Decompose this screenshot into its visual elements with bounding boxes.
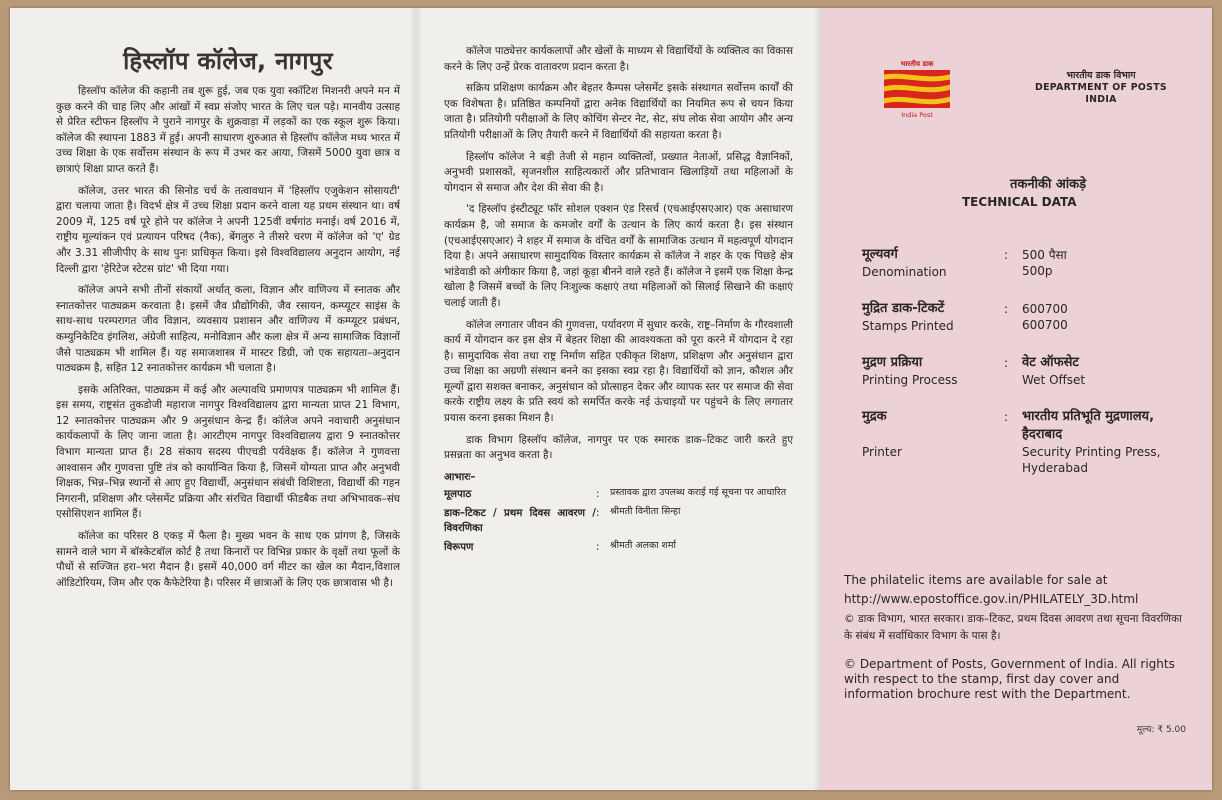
ack-label: विरूपण [444, 541, 474, 553]
colon: : [1004, 356, 1009, 370]
key-hindi: मुद्रक [862, 409, 887, 424]
value-english: 500p [1022, 264, 1053, 278]
copyright-english: © Department of Posts, Government of India. All rights with respect to the stamp, first day cover and information brochure rest with the Department. [844, 657, 1175, 701]
logo-label-bottom: India Post [901, 111, 933, 119]
page-title: हिस्लॉप कॉलेज, नागपुर [123, 47, 333, 75]
ack-label: मूलपाठ [444, 488, 472, 500]
paragraph: इसके अतिरिक्त, पाठ्यक्रम में कई और अल्पावधि प्रमाणपत्र पाठ्यक्रम भी शामिल हैं। इस समय, राष्ट्रसंत तुकडोजी महाराज नागपुर विश्वविद्यालय द्वारा मान्यता प्राप्त 21 विभाग, 12 स्नातकोत्तर पाठ्यक्रम और 9 अनुसंधान केन्द्र हैं। कॉलेज अपने नवाचारी अनुसंधान कार्यकलापों के लिए जाना जाता है। आरटीएम नागपुर विश्वविद्यालय द्वारा 9 स्नातकोत्तर विभाग मान्यता प्राप्त हैं। 28 संकाय सदस्य पीएचडी पर्यवेक्षक हैं। कॉलेज ने गुणवत्ता आश्वासन और गुणवत्ता पुष्टि तंत्र को कार्यान्वित किया है, जिसमें योग्यता प्राप्त और अनुभवी शिक्षक, भिन्न–भिन्न स्थानों से आए हुए विद्यार्थी, अनुसंधान संबंधी विशिष्टता, विद्यार्थी की गहन निगरानी, प्रशिक्षण और प्लेसमेंट प्रक्रिया और संरचित विद्यार्थी फीडबैक तथा अभिभावक–संघ एसोसिएशन शामिल हैं। [56, 383, 400, 521]
value-english: Security Printing Press, Hyderabad [1022, 445, 1161, 475]
sale-and-copyright [844, 571, 1184, 702]
technical-data-panel [820, 8, 1212, 790]
acknowledgements [444, 470, 793, 555]
paragraph: डाक विभाग हिस्लॉप कॉलेज, नागपुर पर एक स्मारक डाक–टिकट जारी करते हुए प्रसन्नता का अनुभव करता है। [444, 433, 793, 462]
technical-data-table [862, 246, 1192, 496]
key-english: Printer [862, 445, 902, 459]
dept-english: DEPARTMENT OF POSTS [1035, 82, 1167, 93]
ack-value: श्रीमती विनीता सिन्हा [610, 505, 681, 517]
ack-value: प्रस्तावक द्वारा उपलब्ध कराई गई सूचना पर आधारित [610, 486, 787, 498]
sale-text: The philatelic items are available for sale at [844, 573, 1108, 587]
key-english: Stamps Printed [862, 319, 954, 333]
data-row-stamps-printed [862, 300, 1192, 334]
paragraph: सक्रिय प्रशिक्षण कार्यक्रम और बेहतर कैम्पस प्लेसमेंट इसके संस्थागत सर्वोत्तम कार्यों की एक विशेषता है। प्रतिष्ठित कम्पनियों द्वारा अनेक विद्यार्थियों का नियमित रूप से चयन किया जाता है। प्रतियोगी परीक्षाओं के लिए कोचिंग सेन्टर नेट, सेट, संघ लोक सेवा आयोग और अन्य प्रतियोगी परीक्षाओं के लिए तैयारी करने में विद्यार्थियों की सहायता करता है। [444, 82, 793, 141]
middle-column [414, 8, 819, 790]
paragraph: हिस्लॉप कॉलेज की कहानी तब शुरू हुई, जब एक युवा स्कॉटिश मिशनरी अपने मन में कुछ करने की चाह लिए और आंखों में स्वप्न संजोए भारत के लिए चल पड़े। मानवीय उत्साह से प्रेरित स्टीफन हिस्लॉप ने पुराने नागपुर के शुक्रवाड़ा में लड़कों का एक स्कूल शुरू किया। कॉलेज की स्थापना 1883 में हुई। अपनी साधारण शुरुआत से हिस्लॉप कॉलेज मध्य भारत में उच्च शिक्षा के एक सर्वोत्तम संस्थान के रूप में उभर कर आया, जिसमें 5000 युवा छात्र व छात्राएं शिक्षा प्राप्त करते हैं। [56, 85, 400, 175]
ack-label: डाक–टिकट / प्रथम दिवस आवरण / विवरणिका [444, 507, 596, 534]
paragraph: 'द हिस्लॉप इंस्टीट्यूट फॉर सोशल एक्शन एंड रिसर्च (एचआईएसएआर) एक असाधारण कार्यक्रम है, जो समाज के कमजोर वर्गों के उत्थान के लिए कार्य करता है। इस संस्थान (एचआईएसएआर) ने शहर में समाज के वंचित वर्गों के सामाजिक उत्थान में महत्वपूर्ण योगदान दिया है। अपने असाधारण सामुदायिक विस्तार कार्यक्रम से कॉलेज ने शहर के एक पिछड़े क्षेत्र भांडेवाडी को अंगीकार किया है, जहां कूड़ा बीनने वाले रहते हैं। कॉलेज ने इसमें एक शिक्षा केन्द्र खोला है जिसमें बच्चों के लिए निःशुल्क कक्षाएं तथा महिलाओं को सिलाई सिखाने की कक्षाएं चलाई जाती हैं। [444, 203, 793, 309]
tech-title-english: TECHNICAL DATA [962, 195, 1077, 209]
key-hindi: मूल्यवर्ग [862, 247, 898, 262]
data-row-printing-process [862, 354, 1192, 388]
india-post-emblem-icon [884, 70, 950, 108]
value-hindi: 600700 [1022, 302, 1068, 316]
ack-row [444, 506, 793, 536]
colon: : [596, 488, 600, 500]
value-hindi: 500 पैसा [1022, 248, 1067, 262]
data-row-printer [862, 408, 1192, 476]
tech-title-hindi: तकनीकी आंकड़े [1010, 177, 1087, 192]
paragraph: हिस्लॉप कॉलेज ने बड़ी तेजी से महान व्यक्तित्वों, प्रख्यात नेताओं, प्रसिद्ध वैज्ञानिकों, अनुभवी प्रशासकों, सृजनशील साहित्यकारों और प्रतिभावान खिलाड़ियों तथा महिलाओं के योगदान से समाज और देश की सेवा की है। [444, 150, 793, 194]
colon: : [1004, 410, 1009, 424]
value-english: Wet Offset [1022, 373, 1086, 387]
data-row-denomination [862, 246, 1192, 280]
paragraph: कॉलेज लगातार जीवन की गुणवत्ता, पर्यावरण में सुधार करके, राष्ट्र–निर्माण के गौरवशाली कार्य में योगदान कर इस क्षेत्र में बेहतर शिक्षा की आवश्यकता को पूरा करने में योगदान दे रहा है। सामुदायिक सेवा तथा राष्ट्र निर्माण सहित एकीकृत शिक्षण, प्रशिक्षण और अनुसंधान द्वारा उच्च शिक्षा का अग्रणी संस्थान बनने का इसका स्वप्न रहा है। विद्यार्थियों को ज्ञान, कौशल और मूल्यों द्वारा सशक्त बनाकर, अनुसंधान को प्रोत्साहन देकर और व्यापक स्तर पर समाज की सेवा करके राष्ट्रीय लक्ष्य के प्रति स्वयं को समर्पित करके नई ऊंचाइयों पर पहुंचने के लिए लगातार प्रयास करना इसका मिशन है। [444, 318, 793, 425]
colon: : [596, 507, 600, 519]
department-heading [1026, 70, 1176, 106]
key-hindi: मुद्रण प्रक्रिया [862, 355, 923, 370]
ack-row [444, 540, 793, 555]
paragraph: कॉलेज, उत्तर भारत की सिनोड चर्च के तत्वावधान में 'हिस्लॉप एजुकेशन सोसायटी' द्वारा चलाया जाता है। विदर्भ क्षेत्र में उच्च शिक्षा प्रदान करने वाला यह प्रथम संस्थान था। वर्ष 2009 में, 125 वर्ष पूरे होने पर कॉलेज ने अपनी 125वीं वर्षगांठ मनाई। वर्ष 2016 में, राष्ट्रीय मूल्यांकन एवं प्रत्यायन परिषद (नैक), बेंगलुरु ने तीसरे चरण में कॉलेज को 'ए' ग्रेड और 3.31 सीजीपीए के साथ पुनः प्राधिकृत किया। इसे विश्वविद्यालय अनुदान आयोग, नई दिल्ली द्वारा 'हेरिटेज स्टेटस ग्रांट' भी दिया गया। [56, 184, 400, 275]
key-english: Printing Process [862, 373, 958, 387]
value-hindi: वेट ऑफसेट [1022, 355, 1079, 370]
colon: : [1004, 248, 1009, 262]
key-english: Denomination [862, 265, 947, 279]
key-hindi: मुद्रित डाक-टिकटें [862, 301, 945, 316]
price-label: मूल्य: ₹ 5.00 [1136, 725, 1186, 735]
philately-url-link[interactable]: http://www.epostoffice.gov.in/PHILATELY_3D.html [844, 592, 1139, 606]
value-english: 600700 [1022, 318, 1068, 332]
colon: : [596, 541, 600, 553]
logo-label-top: भारतीय डाक [900, 60, 934, 68]
ack-row [444, 487, 793, 502]
left-column [18, 8, 414, 790]
colon: : [1004, 302, 1009, 316]
value-hindi: भारतीय प्रतिभूति मुद्रणालय, हैदराबाद [1022, 409, 1155, 442]
paragraph: कॉलेज अपने सभी तीनों संकायों अर्थात् कला, विज्ञान और वाणिज्य में स्नातक और स्नातकोत्तर पाठ्यक्रम करवाता है। इसमें जैव प्रौद्योगिकी, जैव रसायन, कम्प्यूटर साइंस के साथ-साथ परम्परागत जीव विज्ञान, व्यवसाय प्रशासन और वाणिज्य में कम्प्यूटर प्रबंधन, कम्युनिकेटिव इंगलिश, अंग्रेजी साहित्य, मनोविज्ञान और कला क्षेत्र में अन्य सामाजिक विज्ञानों जैसे पाठ्यक्रम भी शामिल हैं। यह समाजशास्त्र में मास्टर डिग्री, जो एक सहायता–अनुदान पाठ्यक्रम है, सहित 12 स्नातकोत्तर कार्यक्रम भी चलाता है। [56, 284, 400, 375]
dept-hindi: भारतीय डाक विभाग [1066, 70, 1136, 81]
ack-heading: आभारः– [444, 471, 476, 483]
dept-country: INDIA [1085, 94, 1117, 105]
india-post-logo [880, 60, 954, 119]
paragraph: कॉलेज का परिसर 8 एकड़ में फैला है। मुख्य भवन के साथ एक प्रांगण है, जिसके सामने वाले भाग में बॉस्केटबॉल कोर्ट है तथा किनारों पर विभिन्न प्रकार के वृक्षों तथा फूलों के पौधों से सज्जित हरा–भरा मैदान है। इसमें 40,000 वर्ग मीटर का खेल का मैदान,विशाल ऑडिटोरियम, जिम और एक कैफेटेरिया है। परिसर में छात्राओं के लिए एक छात्रावास भी है। [56, 530, 400, 589]
copyright-hindi: © डाक विभाग, भारत सरकार। डाक–टिकट, प्रथम दिवस आवरण तथा सूचना विवरणिका के संबंध में सर्वाधिकार विभाग के पास है। [844, 613, 1182, 642]
ack-value: श्रीमती अलका शर्मा [610, 539, 676, 551]
paragraph: कॉलेज पाठ्येत्तर कार्यकलापों और खेलों के माध्यम से विद्यार्थियों के व्यक्तित्व का विकास करने के लिए उन्हें प्रेरक वातावरण प्रदान करता है। [444, 45, 793, 73]
technical-data-title [820, 176, 1212, 210]
